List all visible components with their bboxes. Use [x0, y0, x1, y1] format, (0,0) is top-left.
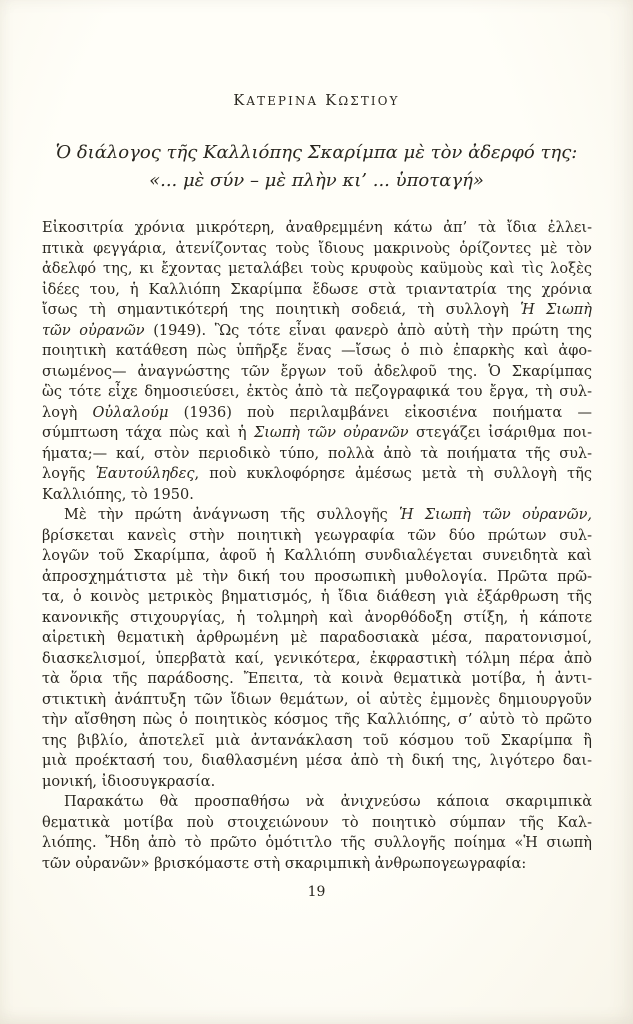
text: λογὴ	[42, 404, 93, 421]
body-line	[42, 300, 592, 321]
text: μιὰ προέκτασή του, διαθλασμένη μέσα ἀπὸ τὴ δική της, λιγότερο δαι-	[42, 753, 592, 769]
text: ήματα;— καί, στὸν περιοδικὸ τύπο, πολλὰ ἀπὸ τὰ ποιήματα τῆς συλ-	[42, 445, 592, 462]
body-line	[42, 731, 592, 752]
text: διασκελισμοί, ὑπερβατὰ καί, γενικότερα, ἐκφραστικὴ τόλμη πέρα ἀπὸ	[42, 650, 592, 667]
text: τὴν αἴσθηση πὼς ὁ ποιητικὸς κόσμος τῆς Καλλιόπης, σ’ αὐτὸ τὸ πρῶτο	[42, 712, 592, 728]
body-line	[42, 751, 592, 772]
text: Παρακάτω θὰ προσπαθήσω νὰ ἀνιχνεύσω κάποια σκαριμπικὰ	[64, 794, 592, 810]
body-line	[42, 690, 592, 711]
body-line	[42, 362, 592, 383]
text: σιωμένος— ἀναγνώστης τῶν ἔργων τοῦ ἀδελφοῦ της. Ὁ Σκαρίμπας	[42, 363, 592, 380]
text: ποιητικὴ κατάθεση πὼς ὑπῆρξε ἕνας —ἴσως ὁ πιὸ ἐπαρκὴς καὶ ἀφο-	[42, 343, 592, 359]
body-line	[42, 628, 592, 649]
body-line	[42, 669, 592, 690]
body-line	[42, 403, 592, 424]
italic-text: Ἑαυτούληδες	[95, 466, 195, 482]
body-line	[42, 649, 592, 670]
text: (1936) ποὺ περιλαμβάνει εἰκοσιένα ποιήματα —	[168, 404, 592, 421]
running-head-author	[0, 0, 633, 109]
text: ἀδελφό της, κι ἔχοντας μεταλάβει τοὺς κρυφοὺς καϋμοὺς καὶ τὶς λοξὲς	[42, 261, 592, 277]
text: λιόπης. Ἤδη ἀπὸ τὸ πρῶτο ὁμότιτλο τῆς συλλογῆς ποίημα «Ἡ σιωπὴ	[42, 835, 592, 851]
text: Μὲ τὴν πρώτη ἀνάγνωση τῆς συλλογῆς	[64, 507, 400, 523]
text: , ποὺ κυκλοφόρησε ἀμέσως μετὰ τὴ συλλογὴ τῆς	[194, 466, 592, 482]
article-title-line-2: «... μὲ σύν – μὲ πλὴν κι’ ... ὑποταγή»	[149, 170, 484, 191]
text: τα, ὁ κοινὸς μετρικὸς βηματισμός, ἡ ἴδια διάθεση γιὰ ἐξάρθρωση τῆς	[42, 589, 592, 605]
text: (1949). Ὣς τότε εἶναι φανερὸ ἀπὸ αὐτὴ τὴν πρώτη της	[144, 322, 592, 339]
body-line	[42, 259, 592, 280]
body-line	[42, 382, 592, 403]
text: κανονικῆς στιχουργίας, ἡ τολμηρὴ καὶ ἀνορθόδοξη στίξη, ἡ κάποτε	[42, 609, 592, 626]
body-line	[42, 710, 592, 731]
text: ἴσως τὴ σημαντικότερή της ποιητικὴ σοδειά, τὴ συλλογὴ	[42, 302, 521, 318]
page-number: 19	[307, 884, 326, 900]
body-line	[42, 485, 592, 506]
body-line	[42, 772, 592, 793]
text: βρίσκεται κανεὶς στὴν ποιητικὴ γεωγραφία τῶν δύο πρώτων συλ-	[42, 527, 592, 544]
body-line	[42, 833, 592, 854]
author-last-rest: ΩΣΤΙΟΥ	[338, 94, 400, 108]
text: τῶν οὐρανῶν» βρισκόμαστε στὴ σκαριμπικὴ ἀνθρωπογεωγραφία:	[42, 855, 527, 872]
paragraph	[42, 505, 592, 792]
text: μονική, ἰδιοσυγκρασία.	[42, 773, 216, 790]
body-line	[42, 239, 592, 260]
text: ὣς τότε εἶχε δημοσιεύσει, ἐκτὸς ἀπὸ τὰ πεζογραφικά του ἔργα, τὴ συλ-	[42, 384, 592, 400]
body-line	[42, 854, 592, 875]
body-line	[42, 341, 592, 362]
paragraph	[42, 218, 592, 505]
article-title	[0, 139, 633, 195]
body-line	[42, 792, 592, 813]
author-first-rest: ΑΤΕΡΙΝΑ	[246, 94, 319, 108]
text: της βιβλίο, ἀποτελεῖ μιὰ ἀντανάκλαση τοῦ κόσμου τοῦ Σκαρίμπα ἢ	[42, 732, 592, 749]
body-line	[42, 526, 592, 547]
body-line	[42, 587, 592, 608]
article-title-line-1: Ὁ διάλογος τῆς Καλλιόπης Σκαρίμπα μὲ τὸν ἀδερφό της:	[55, 142, 578, 163]
body-line	[42, 505, 592, 526]
body-line	[42, 464, 592, 485]
text: ἀπροσχημάτιστα μὲ τὴν δική του προσωπικὴ μυθολογία. Πρῶτα πρῶ-	[42, 568, 592, 585]
body-line	[42, 444, 592, 465]
italic-text: Ἡ Σιωπὴ	[520, 302, 592, 318]
article-body	[42, 218, 592, 874]
text: τὰ ὅρια τῆς παράδοσης. Ἔπειτα, τὰ κοινὰ θεματικὰ μοτίβα, ἡ ἀντι-	[42, 671, 592, 687]
text: Καλλιόπης, τὸ 1950.	[42, 486, 194, 503]
italic-text: Σιωπὴ τῶν οὐρανῶν	[253, 425, 409, 441]
text: πτικὰ φεγγάρια, ἀτενίζοντας τοὺς ἴδιους μακρινοὺς ὁρίζοντες μὲ τὸν	[42, 240, 592, 257]
author-last-initial: Κ	[325, 93, 339, 109]
paragraph	[42, 792, 592, 874]
text: σύμπτωση τάχα πὼς καὶ ἡ	[42, 425, 254, 441]
italic-text: Ἡ Σιωπὴ τῶν οὐρανῶν,	[399, 507, 592, 523]
body-line	[42, 218, 592, 239]
body-line	[42, 280, 592, 301]
body-line	[42, 813, 592, 834]
text: ἰδέες του, ἡ Καλλιόπη Σκαρίμπα ἔδωσε στὰ τριαντατρία της χρόνια	[42, 281, 592, 298]
text: στεγάζει ἰσάριθμα ποι-	[408, 425, 592, 441]
body-line	[42, 546, 592, 567]
author-first-initial: Κ	[233, 93, 247, 109]
italic-text: τῶν οὐρανῶν	[42, 322, 145, 339]
body-line	[42, 423, 592, 444]
text: λογῆς	[42, 466, 96, 482]
text: θεματικὰ μοτίβα ποὺ στοιχειώνουν τὸ ποιητικὸ σύμπαν τῆς Καλ-	[42, 814, 592, 831]
body-line	[42, 608, 592, 629]
text: Εἰκοσιτρία χρόνια μικρότερη, ἀναθρεμμένη κάτω ἀπ’ τὰ ἴδια ἐλλει-	[42, 220, 592, 236]
italic-text: Οὐλαλούμ	[92, 404, 169, 421]
body-line	[42, 321, 592, 342]
text: στικτικὴ ἀνάπτυξη τῶν ἴδιων θεμάτων, οἱ αὐτὲς ἐμμονὲς δημιουργοῦν	[42, 691, 592, 708]
body-line	[42, 567, 592, 588]
text: λογῶν τοῦ Σκαρίμπα, ἀφοῦ ἡ Καλλιόπη συνδιαλέγεται συνειδητὰ καὶ	[42, 548, 592, 564]
text: αἱρετικὴ θεματικὴ ἀρθρωμένη μὲ παραδοσιακὰ μέσα, παρατονισμοί,	[42, 630, 592, 646]
